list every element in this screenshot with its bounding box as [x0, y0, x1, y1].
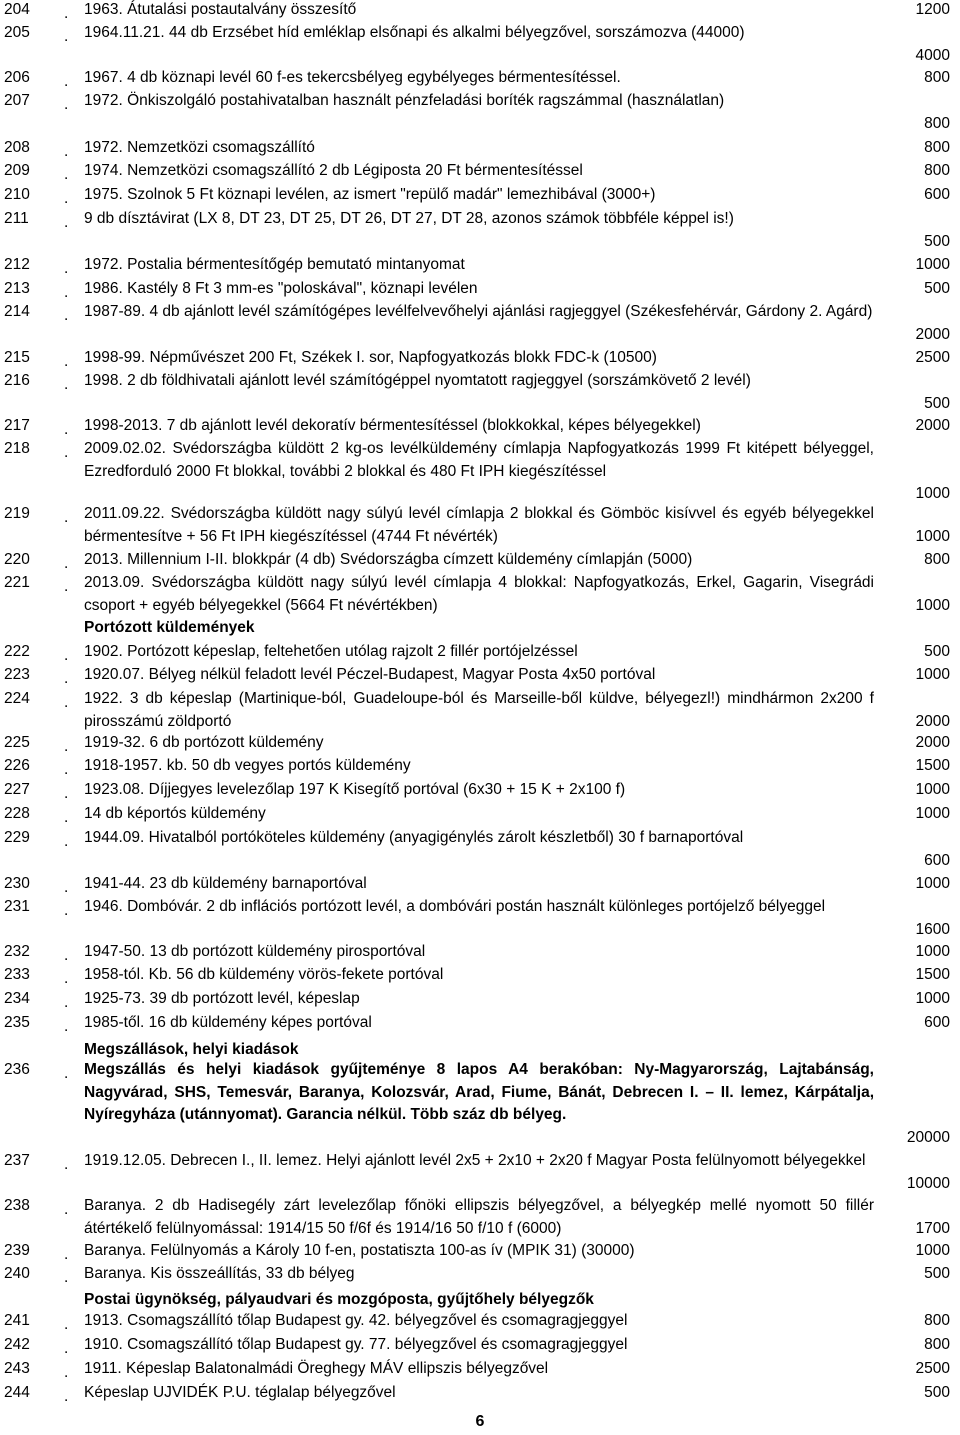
lot-price: 1000 — [915, 781, 950, 798]
lot-price: 600 — [924, 1014, 950, 1031]
lot-number: 205 — [4, 24, 30, 41]
lot-price: 1000 — [915, 256, 950, 273]
lot-price: 800 — [924, 114, 950, 132]
lot-number-dot: . — [64, 694, 69, 711]
lot-number-dot: . — [64, 738, 69, 755]
lot-number: 243 — [4, 1360, 30, 1377]
lot-price: 1200 — [915, 1, 950, 18]
lot-description: 1920.07. Bélyeg nélkül feladott levél Péczel-Budapest, Magyar Posta 4x50 portóval — [84, 666, 656, 683]
lot-description: 1944.09. Hivatalból portóköteles küldemény (anyagigénylés zárolt készletből) 30 f barnaportóval — [84, 829, 744, 846]
lot-number-dot: . — [64, 1018, 69, 1035]
lot-price: 1600 — [915, 920, 950, 938]
lot-number: 224 — [4, 690, 30, 707]
lot-description: 1922. 3 db képeslap (Martinique-ból, Guadeloupe-ból és Marseille-ből küldve, bélyegezl!) mindhármon 2x200 f pirosszámú zöldportó — [84, 690, 874, 730]
lot-description: 9 db dísztávirat (LX 8, DT 23, DT 25, DT 26, DT 27, DT 28, azonos számok többféle képpel is!) — [84, 210, 734, 227]
lot-price: 2500 — [915, 1360, 950, 1377]
lot-price: 2000 — [915, 417, 950, 434]
section-heading-postage-due: Portózott küldemények — [84, 619, 255, 636]
lot-number-dot: . — [64, 809, 69, 826]
lot-number-dot: . — [64, 1364, 69, 1381]
lot-price: 1000 — [915, 990, 950, 1007]
lot-number: 212 — [4, 256, 30, 273]
lot-price: 1000 — [915, 805, 950, 822]
lot-number: 226 — [4, 757, 30, 774]
lot-number-dot: . — [64, 96, 69, 113]
lot-number: 231 — [4, 898, 30, 915]
lot-number-dot: . — [64, 444, 69, 461]
lot-number: 221 — [4, 574, 30, 591]
lot-number-dot: . — [64, 947, 69, 964]
lot-price: 800 — [924, 1336, 950, 1353]
section-heading-agency-postmarks: Postai ügynökség, pályaudvari és mozgóposta, gyűjtőhely bélyegzők — [84, 1291, 594, 1308]
lot-number-dot: . — [64, 284, 69, 301]
lot-price: 800 — [924, 1312, 950, 1329]
lot-description: 1941-44. 23 db küldemény barnaportóval — [84, 875, 367, 892]
lot-number: 210 — [4, 186, 30, 203]
lot-number: 207 — [4, 92, 30, 109]
lot-description: 1919-32. 6 db portózott küldemény — [84, 734, 324, 751]
lot-description: 1986. Kastély 8 Ft 3 mm-es "poloskával", köznapi levélen — [84, 280, 478, 297]
lot-number: 204 — [4, 1, 30, 18]
lot-number: 222 — [4, 643, 30, 660]
lot-number-dot: . — [64, 260, 69, 277]
lot-description: 1925-73. 39 db portózott levél, képeslap — [84, 990, 360, 1007]
lot-price: 500 — [924, 394, 950, 412]
lot-number: 240 — [4, 1265, 30, 1282]
lot-number: 230 — [4, 875, 30, 892]
lot-number: 214 — [4, 303, 30, 320]
lot-number: 220 — [4, 551, 30, 568]
lot-description: 1963. Átutalási postautalvány összesítő — [84, 1, 357, 18]
lot-description: 1919.12.05. Debrecen I., II. lemez. Helyi ajánlott levél 2x5 + 2x10 + 2x20 f Magyar Posta felülnyomott bélyegekkel — [84, 1152, 866, 1169]
lot-description: 1998-2013. 7 db ajánlott levél dekoratív bérmentesítéssel (blokkokkal, képes bélyegekkel) — [84, 417, 701, 434]
lot-number-dot: . — [64, 166, 69, 183]
lot-description: 1947-50. 13 db portózott küldemény pirosportóval — [84, 943, 426, 960]
lot-price: 1000 — [915, 875, 950, 892]
lot-number-dot: . — [64, 994, 69, 1011]
lot-number-dot: . — [64, 970, 69, 987]
lot-number-dot: . — [64, 785, 69, 802]
lot-number-dot: . — [64, 1156, 69, 1173]
lot-number-dot: . — [64, 670, 69, 687]
lot-price: 800 — [924, 139, 950, 156]
lot-description: Baranya. 2 db Hadisegély zárt levelezőlap főnöki ellipszis bélyegzővel, a bélyegkép mellé nyomott 50 fillér átértékelő felülnyomással: 1914/15 50 f/6f és 1914/16 50 f/10 f (6000) — [84, 1197, 874, 1237]
lot-number-dot: . — [64, 555, 69, 572]
lot-description: 2009.02.02. Svédországba küldött 2 kg-os levélküldemény címlapja Napfogyatkozás 1999 Ft kitépett bélyeggel, Ezredforduló 2000 Ft blokkal, további 2 blokkal és 480 Ft IPH kiegészítéssel — [84, 440, 874, 480]
lot-description: 1972. Önkiszolgáló postahivatalban használt pénzfeladási boríték ragszámmal (használatlan) — [84, 92, 725, 109]
lot-price: 500 — [924, 1384, 950, 1401]
lot-description: Képeslap UJVIDÉK P.U. téglalap bélyegzővel — [84, 1384, 396, 1401]
lot-price: 4000 — [915, 46, 950, 64]
lot-description: 2011.09.22. Svédországba küldött nagy súlyú levél címlapja 2 blokkal és Gömböc kisívvel és egyéb bélyegekkel bérmentesítve + 56 Ft IPH kiegészítéssel (4744 Ft névérték) — [84, 505, 874, 545]
lot-number-dot: . — [64, 353, 69, 370]
lot-number-dot: . — [64, 879, 69, 896]
lot-price: 500 — [924, 280, 950, 297]
lot-number-dot: . — [64, 421, 69, 438]
lot-number: 215 — [4, 349, 30, 366]
lot-number: 228 — [4, 805, 30, 822]
lot-number-dot: . — [64, 5, 69, 22]
lot-number: 217 — [4, 417, 30, 434]
lot-number: 237 — [4, 1152, 30, 1169]
lot-price: 2000 — [915, 712, 950, 730]
lot-description: Megszállás és helyi kiadások gyűjteménye 8 lapos A4 berakóban: Ny-Magyarország, Lajtabánság, Nagyvárad, SHS, Temesvár, Baranya, Kolozsvár, Arad, Fiume, Bánát, Debrecen I. – II. lemez, Kárpátalja, Nyíregyháza (utánnyomat). Garancia nélkül. Több száz db bélyeg. — [84, 1061, 874, 1124]
lot-price: 1500 — [915, 757, 950, 774]
lot-price: 1000 — [915, 596, 950, 614]
lot-price: 800 — [924, 551, 950, 568]
lot-number-dot: . — [64, 376, 69, 393]
lot-description: 1974. Nemzetközi csomagszállító 2 db Légiposta 20 Ft bérmentesítéssel — [84, 162, 583, 179]
lot-price: 1500 — [915, 966, 950, 983]
lot-price: 20000 — [906, 1129, 950, 1147]
lot-description: 2013.09. Svédországba küldött nagy súlyú levél címlapja 4 blokkal: Napfogyatkozás, Erkel, Gagarin, Visegrádi csoport + egyéb bélyegekkel (5664 Ft névértékben) — [84, 574, 874, 614]
lot-price: 1000 — [915, 666, 950, 683]
lot-number-dot: . — [64, 1388, 69, 1405]
lot-price: 1000 — [915, 1242, 950, 1259]
lot-number: 218 — [4, 440, 30, 457]
lot-description: 1985-től. 16 db küldemény képes portóval — [84, 1014, 372, 1031]
lot-description: 1975. Szolnok 5 Ft köznapi levélen, az ismert "repülő madár" lemezhibával (3000+) — [84, 186, 656, 203]
lot-number: 235 — [4, 1014, 30, 1031]
lot-description: 1967. 4 db köznapi levél 60 f-es tekercsbélyeg egybélyeges bérmentesítéssel. — [84, 69, 621, 86]
lot-number-dot: . — [64, 761, 69, 778]
lot-price: 2000 — [915, 734, 950, 751]
lot-number: 229 — [4, 829, 30, 846]
lot-number: 213 — [4, 280, 30, 297]
page-number: 6 — [475, 1413, 485, 1430]
lot-price: 1000 — [915, 485, 950, 503]
lot-description: 1964.11.21. 44 db Erzsébet híd emléklap elsőnapi és alkalmi bélyegzővel, sorszámozva (44000) — [84, 24, 745, 41]
lot-description: 1987-89. 4 db ajánlott levél számítógépes levélfelvevőhelyi ajánlási ragjeggyel (Székesfehérvár, Gárdony 2. Agárd) — [84, 303, 873, 320]
lot-description: 1910. Csomagszállító tőlap Budapest gy. 77. bélyegzővel és csomagragjeggyel — [84, 1336, 628, 1353]
lot-description: 1998-99. Népművészet 200 Ft, Székek I. sor, Napfogyatkozás blokk FDC-k (10500) — [84, 349, 657, 366]
lot-number-dot: . — [64, 1246, 69, 1263]
lot-description: 1911. Képeslap Balatonalmádi Öreghegy MÁV ellipszis bélyegzővel — [84, 1360, 549, 1377]
lot-description: 1972. Postalia bérmentesítőgép bemutató mintanyomat — [84, 256, 465, 273]
lot-number: 242 — [4, 1336, 30, 1353]
lot-number-dot: . — [64, 1340, 69, 1357]
lot-number: 232 — [4, 943, 30, 960]
lot-number: 238 — [4, 1197, 30, 1214]
lot-number-dot: . — [64, 190, 69, 207]
lot-description: 1958-tól. Kb. 56 db küldemény vörös-fekete portóval — [84, 966, 444, 983]
lot-number: 227 — [4, 781, 30, 798]
lot-price: 1700 — [915, 1219, 950, 1237]
lot-price: 800 — [924, 162, 950, 179]
lot-price: 500 — [924, 1265, 950, 1282]
lot-number: 219 — [4, 505, 30, 522]
lot-price: 10000 — [906, 1174, 950, 1192]
lot-number: 225 — [4, 734, 30, 751]
lot-description: 2013. Millennium I-II. blokkpár (4 db) Svédországba címzett küldemény címlapján (5000) — [84, 551, 693, 568]
lot-number-dot: . — [64, 509, 69, 526]
lot-number-dot: . — [64, 143, 69, 160]
lot-price: 600 — [924, 186, 950, 203]
lot-number-dot: . — [64, 647, 69, 664]
lot-number: 216 — [4, 372, 30, 389]
section-heading-occupations: Megszállások, helyi kiadások — [84, 1041, 299, 1058]
lot-description: Baranya. Kis összeállítás, 33 db bélyeg — [84, 1265, 355, 1282]
lot-number: 223 — [4, 666, 30, 683]
lot-number: 208 — [4, 139, 30, 156]
lot-number: 236 — [4, 1061, 30, 1078]
lot-number: 211 — [4, 210, 29, 227]
lot-price: 2500 — [915, 349, 950, 366]
lot-number: 206 — [4, 69, 30, 86]
lot-number-dot: . — [64, 73, 69, 90]
lot-number-dot: . — [64, 307, 69, 324]
lot-description: 14 db képortós küldemény — [84, 805, 266, 822]
lot-number: 239 — [4, 1242, 30, 1259]
lot-number-dot: . — [64, 1065, 69, 1082]
lot-number: 244 — [4, 1384, 30, 1401]
lot-price: 800 — [924, 69, 950, 86]
lot-number-dot: . — [64, 578, 69, 595]
lot-number-dot: . — [64, 1316, 69, 1333]
lot-number-dot: . — [64, 1201, 69, 1218]
lot-number-dot: . — [64, 1269, 69, 1286]
lot-number: 234 — [4, 990, 30, 1007]
lot-description: 1918-1957. kb. 50 db vegyes portós küldemény — [84, 757, 411, 774]
lot-price: 600 — [924, 851, 950, 869]
lot-number-dot: . — [64, 214, 69, 231]
lot-price: 1000 — [915, 527, 950, 545]
lot-description: 1972. Nemzetközi csomagszállító — [84, 139, 315, 156]
lot-description: 1923.08. Díjjegyes levelezőlap 197 K Kisegítő portóval (6x30 + 15 K + 2x100 f) — [84, 781, 626, 798]
lot-number: 209 — [4, 162, 30, 179]
lot-number: 241 — [4, 1312, 30, 1329]
lot-price: 500 — [924, 643, 950, 660]
lot-description: 1902. Portózott képeslap, feltehetően utólag rajzolt 2 fillér portójelzéssel — [84, 643, 578, 660]
lot-number-dot: . — [64, 902, 69, 919]
lot-description: 1946. Dombóvár. 2 db inflációs portózott levél, a dombóvári postán használt különleges portójelző bélyeggel — [84, 898, 826, 915]
lot-description: Baranya. Felülnyomás a Károly 10 f-en, postatiszta 100-as ív (MPIK 31) (30000) — [84, 1242, 635, 1259]
lot-number: 233 — [4, 966, 30, 983]
lot-description: 1913. Csomagszállító tőlap Budapest gy. 42. bélyegzővel és csomagragjeggyel — [84, 1312, 628, 1329]
lot-number-dot: . — [64, 28, 69, 45]
lot-price: 2000 — [915, 325, 950, 343]
lot-price: 500 — [924, 232, 950, 250]
lot-number-dot: . — [64, 833, 69, 850]
lot-price: 1000 — [915, 943, 950, 960]
lot-description: 1998. 2 db földhivatali ajánlott levél számítógéppel nyomtatott ragjeggyel (sorszámkövető 2 levél) — [84, 372, 751, 389]
